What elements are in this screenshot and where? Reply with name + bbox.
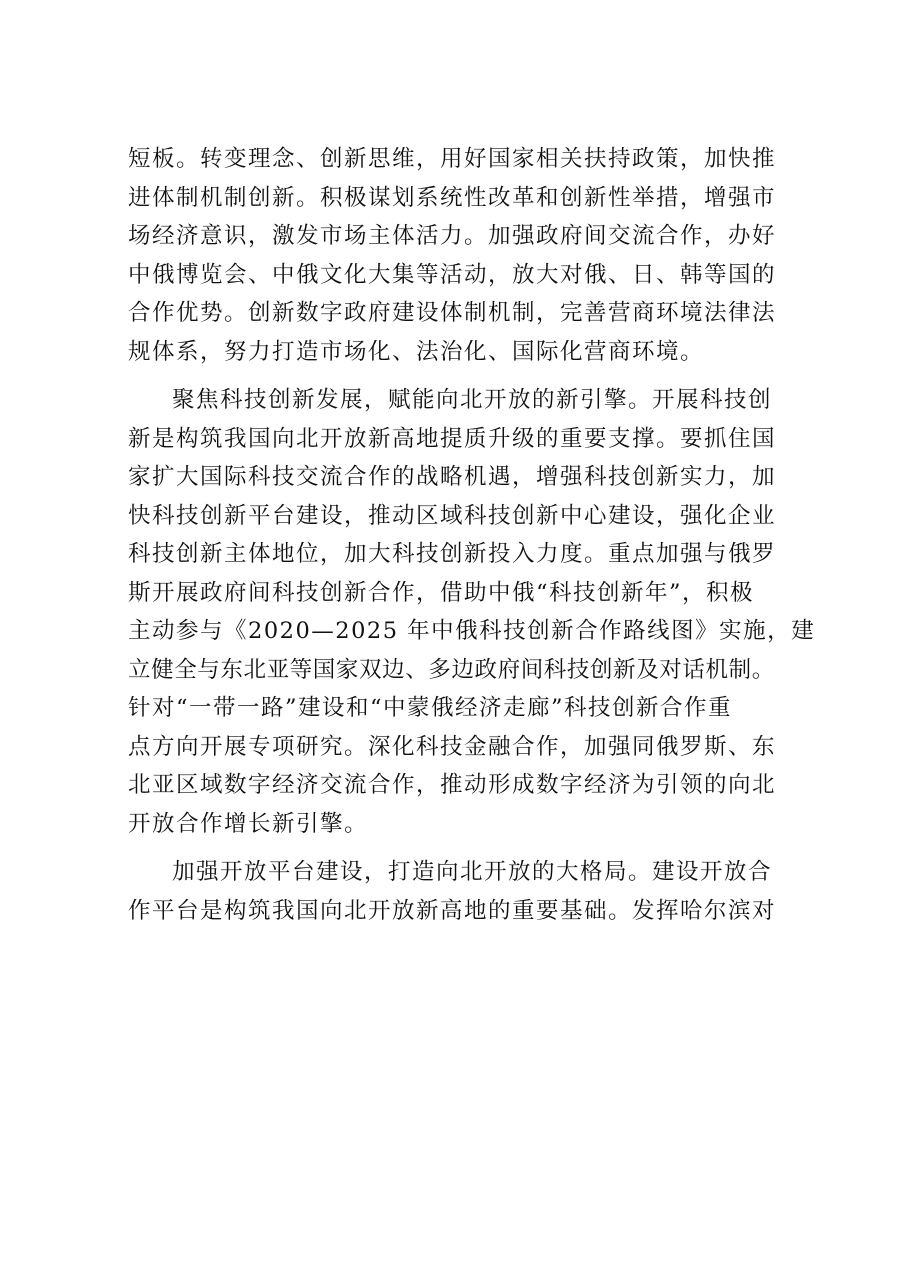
text-line: 快科技创新平台建设，推动区域科技创新中心建设，强化企业 bbox=[128, 502, 777, 529]
text-line: 场经济意识，激发市场主体活力。加强政府间交流合作，办好 bbox=[128, 223, 777, 249]
paragraph-open-platform bbox=[128, 853, 808, 930]
text-line: 立健全与东北亚等国家双边、多边政府间科技创新及对话机制。 bbox=[128, 656, 775, 683]
text-line-first: 加强开放平台建设，打造向北开放的大格局。建设开放合 bbox=[172, 859, 773, 885]
text-line: 点方向开展专项研究。深化科技金融合作，加强同俄罗斯、东 bbox=[128, 733, 777, 760]
text-line: 作平台是构筑我国向北开放新高地的重要基础。发挥哈尔滨对 bbox=[128, 897, 777, 924]
text-line: 合作优势。创新数字政府建设体制机制，完善营商环境法律法 bbox=[128, 300, 777, 326]
text-line: 主动参与《2020—2025 年中俄科技创新合作路线图》实施，建 bbox=[128, 618, 816, 644]
text-line: 中俄博览会、中俄文化大集等活动，放大对俄、日、韩等国的 bbox=[128, 261, 777, 288]
text-line: 开放合作增长新引擎。 bbox=[128, 810, 369, 837]
text-line: 短板。转变理念、创新思维，用好国家相关扶持政策，加快推 bbox=[128, 146, 777, 172]
document-body bbox=[128, 140, 816, 930]
text-line: 家扩大国际科技交流合作的战略机遇，增强科技创新实力，加 bbox=[128, 464, 777, 490]
paragraph-business-environment bbox=[128, 140, 808, 371]
text-line: 针对“一带一路”建设和“中蒙俄经济走廊”科技创新合作重 bbox=[128, 695, 733, 721]
paragraph-tech-innovation bbox=[128, 381, 816, 843]
paragraph-spacer bbox=[128, 843, 808, 853]
text-line: 北亚区域数字经济交流合作，推动形成数字经济为引领的向北 bbox=[128, 772, 777, 798]
text-line: 新是构筑我国向北开放新高地提质升级的重要支撑。要抓住国 bbox=[128, 425, 777, 452]
text-line: 科技创新主体地位，加大科技创新投入力度。重点加强与俄罗 bbox=[128, 541, 777, 567]
paragraph-spacer bbox=[128, 371, 808, 381]
text-line-first: 聚焦科技创新发展，赋能向北开放的新引擎。开展科技创 bbox=[172, 387, 773, 413]
text-line: 规体系，努力打造市场化、法治化、国际化营商环境。 bbox=[128, 338, 705, 365]
text-line: 斯开展政府间科技创新合作，借助中俄“科技创新年”，积极 bbox=[128, 579, 755, 606]
text-line: 进体制机制创新。积极谋划系统性改革和创新性举措，增强市 bbox=[128, 184, 777, 211]
